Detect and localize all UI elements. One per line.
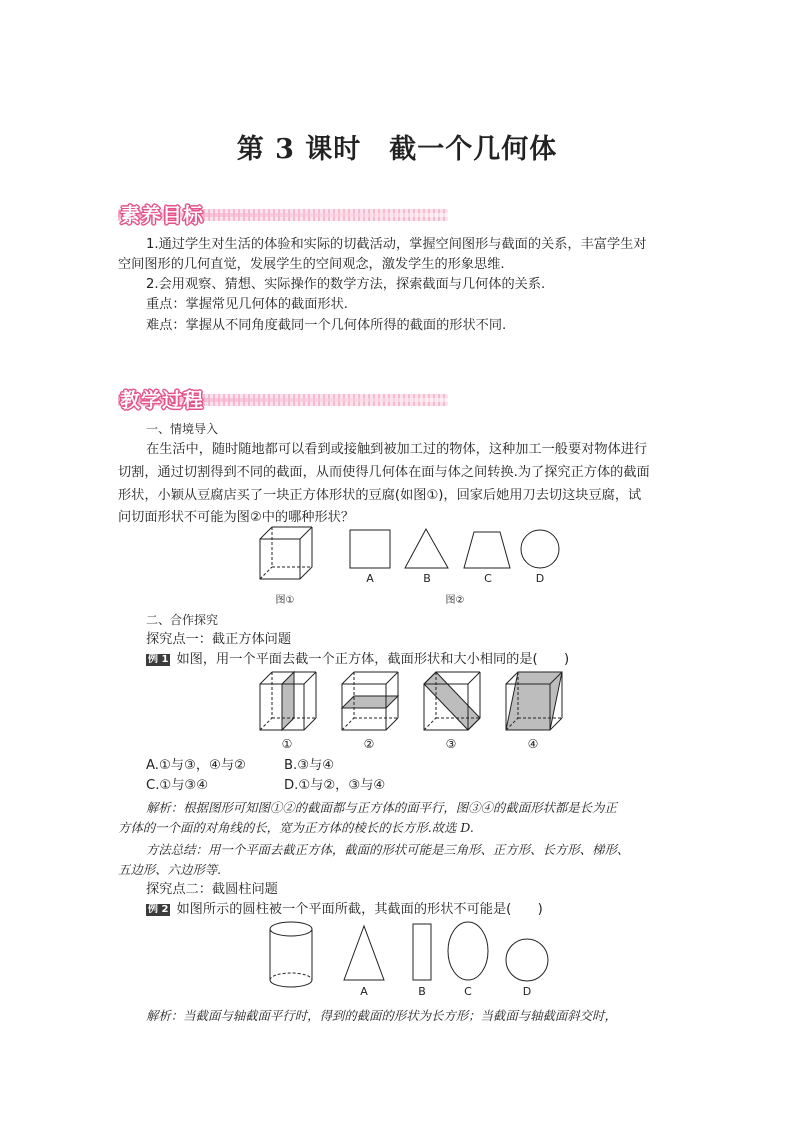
goals-heading: 素养目标 [120,203,204,227]
cube-3 [424,672,480,730]
point1-heading: 探究点一：截正方体问题 [146,632,292,647]
shape-label-c: C [484,572,492,585]
square-shape [350,530,390,568]
process-heading: 教学过程 [120,388,204,412]
circle-shape [506,939,548,981]
example2-question [146,900,543,919]
cube-label-4: ④ [527,737,539,751]
shape2-label-b: B [418,985,426,998]
trapezoid-shape [464,532,510,568]
example2-text: 如图所示的圆柱被一个平面所截，其截面的形状不可能是( ) [176,902,543,917]
summary1-line-1: 方法总结：用一个平面去截正方体，截面的形状可能是三角形、正方形、长方形、梯形、 [146,842,630,857]
option-d: D.①与②，③与④ [284,778,386,793]
option-a: A.①与③，④与② [146,758,246,773]
analysis1-line-1: 解析：根据图形可知图①②的截面都与正方体的面平行，图③④的截面形状都是长为正 [146,800,617,815]
difficult-point: 难点：掌握从不同角度截同一个几何体所得的截面的形状不同. [146,318,507,333]
triangle-shape [405,529,448,568]
intro-line-2: 切割，通过切割得到不同的截面，从而使得几何体在面与体之间转换.为了探究正方体的截面 [118,465,650,480]
goal-line-1: 1.通过学生对生活的体验和实际的切截活动，掌握空间图形与截面的关系，丰富学生对 [146,237,647,252]
process-banner [118,386,448,412]
option-b: B.③与④ [284,758,335,773]
shape-label-b: B [423,572,431,585]
ellipse-shape [448,922,488,980]
key-point: 重点：掌握常见几何体的截面形状. [146,297,349,312]
example2-badge: 例 2 [148,904,169,915]
circle-shape [521,530,559,568]
cube-2 [342,672,398,730]
cube-label-1: ① [281,737,293,751]
shape2-label-d: D [522,985,532,998]
cut-cubes-figure [258,670,568,734]
example1-badge: 例 1 [148,654,169,665]
summary1-line-2: 五边形、六边形等. [118,862,222,877]
goals-banner [118,201,448,227]
tofu-cube-figure [260,527,312,579]
figure-1-caption: 图① [275,595,295,606]
lesson-number: 第 3 课时 [236,134,362,165]
shape2-label-a: A [360,985,368,998]
shape-label-a: A [366,572,374,585]
intro-line-4: 问切面形状不可能为图②中的哪种形状？ [118,510,355,525]
rectangle-shape [413,924,431,980]
intro-figure [255,525,575,585]
cube-label-3: ③ [445,737,457,751]
option-c: C.①与③④ [146,778,209,793]
intro-line-3: 形状，小颖从豆腐店买了一块正方体形状的豆腐(如图①)，回家后她用刀去切这块豆腐，试 [118,488,642,503]
goal-line-3: 2.会用观察、猜想、实际操作的数学方法，探索截面与几何体的关系. [146,277,546,292]
example1-question [146,650,569,669]
example1-text: 如图，用一个平面去截一个正方体，截面形状和大小相同的是( ) [176,652,570,667]
cube-label-2: ② [363,737,375,751]
figure-2-caption: 图② [445,595,465,606]
intro-line-1: 在生活中，随时随地都可以看到或接触到被加工过的物体，这种加工一般要对物体进行 [146,442,648,457]
cylinder-figure [268,920,558,990]
cylinder [270,922,312,987]
analysis2-line-1: 解析：当截面与轴截面平行时，得到的截面的形状为长方形；当截面与轴截面斜交时， [146,1008,617,1023]
analysis1-line-2: 方体的一个面的对角线的长，宽为正方体的棱长的长方形.故选 D. [118,820,474,835]
cube-1 [260,672,316,730]
point2-heading: 探究点二：截圆柱问题 [146,882,278,897]
lesson-title [0,127,794,166]
shape2-label-c: C [464,985,472,998]
coop-heading: 二、合作探究 [146,613,219,627]
intro-heading: 一、情境导入 [146,422,219,436]
shape-label-d: D [535,572,545,585]
lesson-topic: 截一个几何体 [389,134,558,165]
goal-line-2: 空间图形的几何直觉，发展学生的空间观念，激发学生的形象思维. [118,257,505,272]
cube-4 [506,672,562,730]
triangle-shape [344,926,384,980]
